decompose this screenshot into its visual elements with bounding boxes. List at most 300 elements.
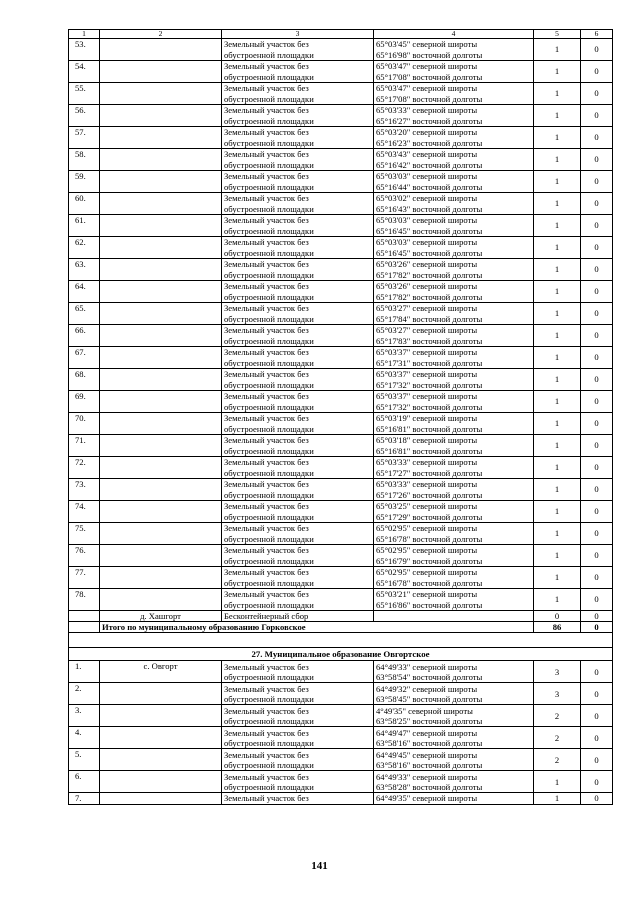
site-type-cell (222, 413, 374, 435)
table-row (69, 259, 613, 281)
settlement-cell (100, 149, 222, 171)
count-cell: 2 (534, 749, 581, 771)
coordinates-cell-line-2: 63°58'54" восточной долготы (376, 671, 483, 682)
site-type-cell-line-2: обустроенной площадки (224, 357, 314, 368)
site-type-cell-line-1: Земельный участок без (224, 727, 309, 738)
section-title: 27. Муниципальное образование Овгортское (69, 648, 613, 661)
site-type-cell-line-1: Земельный участок без (224, 435, 309, 446)
count-cell: 0 (581, 369, 613, 391)
table-row (69, 193, 613, 215)
settlement-cell (100, 727, 222, 749)
coordinates-cell (374, 413, 534, 435)
settlement-cell (100, 545, 222, 567)
coordinates-cell-line-1: 65°03'26" северной широты (376, 259, 478, 270)
count-cell: 0 (581, 523, 613, 545)
coordinates-cell-line-2: 65°16'44" восточной долготы (376, 181, 483, 192)
coordinates-cell-line-2: 65°17'08" восточной долготы (376, 71, 483, 82)
site-type-cell-line-1: Земельный участок без (224, 523, 309, 534)
coordinates-cell (374, 149, 534, 171)
coordinates-cell-line-1: 65°03'37" северной широты (376, 347, 478, 358)
settlement-cell: с. Овгорт (100, 661, 222, 683)
row-number: 65. (69, 303, 100, 325)
coordinates-cell-line-2: 65°17'29" восточной долготы (376, 511, 483, 522)
coordinates-cell-line-1: 65°03'43" северной широты (376, 149, 478, 160)
coordinates-cell-line-2: 65°17'32" восточной долготы (376, 401, 483, 412)
site-type-cell (222, 171, 374, 193)
row-number: 72. (69, 457, 100, 479)
table-row (69, 39, 613, 61)
settlement-cell (100, 567, 222, 589)
site-type-cell (222, 479, 374, 501)
table-row (69, 149, 613, 171)
coordinates-cell-line-1: 64°49'47" северной широты (376, 727, 478, 738)
count-cell: 0 (581, 567, 613, 589)
site-type-cell-line-1: Земельный участок без (224, 83, 309, 94)
count-cell: 1 (534, 215, 581, 237)
count-cell: 0 (581, 413, 613, 435)
row-number: 57. (69, 127, 100, 149)
count-cell: 1 (534, 325, 581, 347)
count-cell: 1 (534, 523, 581, 545)
site-type-cell (222, 39, 374, 61)
site-type-cell (222, 237, 374, 259)
count-cell: 1 (534, 479, 581, 501)
count-cell: 0 (581, 589, 613, 611)
site-type-cell-line-1: Земельный участок без (224, 661, 309, 672)
site-type-cell-line-2: обустроенной площадки (224, 203, 314, 214)
table-row (69, 325, 613, 347)
coordinates-cell-line-1: 64°49'45" северной широты (376, 749, 478, 760)
row-number: 7. (69, 793, 100, 804)
row-number: 66. (69, 325, 100, 347)
count-cell: 1 (534, 771, 581, 793)
table-row (69, 523, 613, 545)
coordinates-cell-line-1: 65°03'27" северной широты (376, 325, 478, 336)
table-row (69, 479, 613, 501)
table-row (69, 435, 613, 457)
site-type-cell-line-1: Земельный участок без (224, 325, 309, 336)
row-number: 64. (69, 281, 100, 303)
site-type-cell (222, 589, 374, 611)
site-type-cell-line-2: обустроенной площадки (224, 715, 314, 726)
site-type-cell-line-2: обустроенной площадки (224, 269, 314, 280)
count-cell: 1 (534, 391, 581, 413)
column-header: 1 (69, 30, 100, 39)
coordinates-cell (374, 61, 534, 83)
count-cell: 0 (581, 771, 613, 793)
count-cell: 1 (534, 61, 581, 83)
site-type-cell-line-1: Земельный участок без (224, 479, 309, 490)
count-cell: 1 (534, 171, 581, 193)
count-cell: 1 (534, 281, 581, 303)
coordinates-cell-line-1: 65°03'33" северной широты (376, 479, 478, 490)
coordinates-cell (374, 105, 534, 127)
coordinates-cell-line-2: 65°17'32" восточной долготы (376, 379, 483, 390)
coordinates-cell-line-1: 65°03'18" северной широты (376, 435, 478, 446)
count-cell: 0 (581, 391, 613, 413)
site-type-cell-line-2: обустроенной площадки (224, 313, 314, 324)
count-cell: 0 (581, 727, 613, 749)
site-type-cell-line-1: Земельный участок без (224, 501, 309, 512)
site-type-cell-line-1: Земельный участок без (224, 303, 309, 314)
site-type-cell-line-2: обустроенной площадки (224, 247, 314, 258)
count-cell: 1 (534, 435, 581, 457)
count-cell: 0 (534, 611, 581, 622)
count-cell: 1 (534, 457, 581, 479)
site-type-cell (222, 215, 374, 237)
site-type-cell (222, 501, 374, 523)
site-type-cell-line-1: Земельный участок без (224, 705, 309, 716)
site-type-cell-line-2: обустроенной площадки (224, 401, 314, 412)
count-cell: 0 (581, 149, 613, 171)
row-number: 56. (69, 105, 100, 127)
settlement-cell (100, 501, 222, 523)
coordinates-cell-line-2: 65°17'08" восточной долготы (376, 93, 483, 104)
site-type-cell-line-1: Земельный участок без (224, 171, 309, 182)
count-cell: 1 (534, 237, 581, 259)
total-count: 0 (581, 622, 613, 633)
coordinates-cell-line-2: 65°16'81" восточной долготы (376, 445, 483, 456)
site-type-cell-line-1: Земельный участок без (224, 127, 309, 138)
coordinates-cell-line-1: 65°03'26" северной широты (376, 281, 478, 292)
count-cell: 0 (581, 347, 613, 369)
count-cell: 2 (534, 705, 581, 727)
row-number: 2. (69, 683, 100, 705)
settlement-cell (100, 83, 222, 105)
row-number: 68. (69, 369, 100, 391)
row-number: 71. (69, 435, 100, 457)
coordinates-cell-line-1: 65°03'25" северной широты (376, 501, 478, 512)
table-row (69, 347, 613, 369)
site-type-cell (222, 193, 374, 215)
row-number (69, 611, 100, 622)
coordinates-cell (374, 215, 534, 237)
count-cell: 1 (534, 567, 581, 589)
settlement-cell (100, 39, 222, 61)
settlement-cell (100, 193, 222, 215)
site-type-cell (222, 545, 374, 567)
row-number: 1. (69, 661, 100, 683)
count-cell: 0 (581, 479, 613, 501)
coordinates-cell-line-2: 63°58'28" восточной долготы (376, 781, 483, 792)
count-cell: 0 (581, 303, 613, 325)
site-type-cell-line-2: обустроенной площадки (224, 445, 314, 456)
site-type-cell (222, 303, 374, 325)
coordinates-cell-line-2: 63°58'16" восточной долготы (376, 737, 483, 748)
count-cell: 1 (534, 545, 581, 567)
site-type-cell-line-2: обустроенной площадки (224, 533, 314, 544)
coordinates-cell-line-1: 65°03'47" северной широты (376, 83, 478, 94)
site-type-cell-line-2: обустроенной площадки (224, 115, 314, 126)
column-header: 4 (374, 30, 534, 39)
settlement-cell (100, 171, 222, 193)
row-number: 4. (69, 727, 100, 749)
count-cell: 1 (534, 105, 581, 127)
row-number: 67. (69, 347, 100, 369)
site-type-cell (222, 347, 374, 369)
settlement-cell (100, 127, 222, 149)
coordinates-cell (374, 83, 534, 105)
table-row (69, 567, 613, 589)
coordinates-cell (374, 589, 534, 611)
row-number: 54. (69, 61, 100, 83)
site-type-cell: Бесконтейнерный сбор (222, 611, 374, 622)
settlement-cell (100, 683, 222, 705)
site-type-cell-line-1: Земельный участок без (224, 215, 309, 226)
count-cell: 0 (581, 39, 613, 61)
table-row (69, 61, 613, 83)
settlement-cell (100, 105, 222, 127)
count-cell: 1 (534, 413, 581, 435)
site-type-cell-line-2: обустроенной площадки (224, 467, 314, 478)
count-cell: 0 (581, 793, 613, 804)
count-cell: 0 (581, 259, 613, 281)
coordinates-cell-line-2: 65°17'83" восточной долготы (376, 335, 483, 346)
coordinates-cell-line-2: 65°16'86" восточной долготы (376, 599, 483, 610)
settlement-cell (100, 215, 222, 237)
coordinates-cell (374, 39, 534, 61)
coordinates-cell-line-2: 65°16'45" восточной долготы (376, 225, 483, 236)
coordinates-cell (374, 567, 534, 589)
coordinates-cell-line-1: 65°03'37" северной широты (376, 391, 478, 402)
coordinates-cell-line-1: 65°03'21" северной широты (376, 589, 478, 600)
table-row (69, 611, 613, 622)
table-row (69, 215, 613, 237)
settlement-cell (100, 391, 222, 413)
row-number: 69. (69, 391, 100, 413)
site-type-cell-line-2: обустроенной площадки (224, 49, 314, 60)
row-number: 55. (69, 83, 100, 105)
site-type-cell-line-2: обустроенной площадки (224, 737, 314, 748)
table-row (69, 281, 613, 303)
coordinates-cell-line-2: 65°16'81" восточной долготы (376, 423, 483, 434)
coordinates-cell-line-1: 65°03'19" северной широты (376, 413, 478, 424)
coordinates-cell-line-1: 65°03'37" северной широты (376, 369, 478, 380)
site-type-cell-line-1: Земельный участок без (224, 237, 309, 248)
site-type-cell (222, 127, 374, 149)
site-type-cell-line-2: обустроенной площадки (224, 577, 314, 588)
settlement-cell (100, 705, 222, 727)
row-number (69, 622, 100, 633)
table-row (69, 83, 613, 105)
coordinates-cell-line-1: 65°03'47" северной широты (376, 61, 478, 72)
site-type-cell (222, 435, 374, 457)
settlement-cell (100, 281, 222, 303)
site-type-cell (222, 727, 374, 749)
coordinates-cell (374, 193, 534, 215)
coordinates-cell-line-2: 65°17'84" восточной долготы (376, 313, 483, 324)
count-cell: 0 (581, 435, 613, 457)
coordinates-cell-line-1: 65°02'95" северной широты (376, 567, 478, 578)
row-number: 3. (69, 705, 100, 727)
count-cell: 0 (581, 545, 613, 567)
count-cell: 1 (534, 193, 581, 215)
site-type-cell (222, 749, 374, 771)
count-cell: 3 (534, 683, 581, 705)
site-type-cell-line-1: Земельный участок без (224, 281, 309, 292)
settlement-cell (100, 793, 222, 804)
coordinates-cell-line-1: 65°03'02" северной широты (376, 193, 478, 204)
site-type-cell (222, 369, 374, 391)
site-type-cell-line-2: обустроенной площадки (224, 489, 314, 500)
site-type-cell (222, 83, 374, 105)
site-type-cell-line-1: Земельный участок без (224, 683, 309, 694)
coordinates-cell-line-2: 65°16'78" восточной долготы (376, 577, 483, 588)
site-type-cell-line-2: обустроенной площадки (224, 599, 314, 610)
site-type-cell-line-2: обустроенной площадки (224, 225, 314, 236)
coordinates-cell (374, 749, 534, 771)
count-cell: 1 (534, 303, 581, 325)
coordinates-cell-line-1: 65°02'95" северной широты (376, 545, 478, 556)
count-cell: 1 (534, 149, 581, 171)
settlement-cell (100, 369, 222, 391)
count-cell: 1 (534, 793, 581, 804)
site-type-cell-line-2: обустроенной площадки (224, 379, 314, 390)
count-cell: 0 (581, 281, 613, 303)
settlement-cell (100, 771, 222, 793)
total-count: 86 (534, 622, 581, 633)
site-type-cell-line-2: обустроенной площадки (224, 781, 314, 792)
site-type-cell-line-1: Земельный участок без (224, 567, 309, 578)
site-type-cell: Земельный участок без (222, 793, 374, 804)
coordinates-cell-line-2: 65°16'23" восточной долготы (376, 137, 483, 148)
coordinates-cell (374, 727, 534, 749)
count-cell: 0 (581, 705, 613, 727)
settlement-cell (100, 237, 222, 259)
site-type-cell-line-1: Земельный участок без (224, 39, 309, 50)
count-cell: 0 (581, 105, 613, 127)
count-cell: 0 (581, 237, 613, 259)
site-type-cell (222, 567, 374, 589)
settlement-cell (100, 435, 222, 457)
coordinates-cell (374, 369, 534, 391)
row-number: 63. (69, 259, 100, 281)
settlement-cell (100, 325, 222, 347)
coordinates-cell-line-2: 65°16'45" восточной долготы (376, 247, 483, 258)
count-cell: 0 (581, 501, 613, 523)
column-header: 6 (581, 30, 613, 39)
coordinates-cell (374, 479, 534, 501)
settlement-cell (100, 347, 222, 369)
count-cell: 3 (534, 661, 581, 683)
site-type-cell (222, 259, 374, 281)
coordinates-cell (374, 457, 534, 479)
coordinates-cell (374, 171, 534, 193)
site-type-cell (222, 391, 374, 413)
site-type-cell (222, 661, 374, 683)
coordinates-cell-line-1: 65°03'03" северной широты (376, 215, 478, 226)
section-heading-row (69, 648, 613, 661)
site-type-cell-line-1: Земельный участок без (224, 105, 309, 116)
site-type-cell-line-1: Земельный участок без (224, 589, 309, 600)
site-type-cell (222, 61, 374, 83)
coordinates-cell-line-1: 64°49'33" северной широты (376, 661, 478, 672)
table-row (69, 545, 613, 567)
site-type-cell-line-1: Земельный участок без (224, 391, 309, 402)
site-type-cell-line-2: обустроенной площадки (224, 291, 314, 302)
count-cell: 0 (581, 683, 613, 705)
coordinates-cell-line-1: 65°03'33" северной широты (376, 457, 478, 468)
coordinates-cell (374, 127, 534, 149)
settlement-cell (100, 303, 222, 325)
site-type-cell-line-1: Земельный участок без (224, 149, 309, 160)
coordinates-cell (374, 347, 534, 369)
row-number: 6. (69, 771, 100, 793)
site-type-cell (222, 523, 374, 545)
coordinates-cell-line-2: 63°58'25" восточной долготы (376, 715, 483, 726)
table-row (69, 105, 613, 127)
settlement-cell (100, 479, 222, 501)
site-type-cell (222, 457, 374, 479)
coordinates-cell-line-2: 65°17'82" восточной долготы (376, 269, 483, 280)
row-number: 60. (69, 193, 100, 215)
row-number: 5. (69, 749, 100, 771)
row-number: 53. (69, 39, 100, 61)
site-type-cell (222, 149, 374, 171)
row-number: 73. (69, 479, 100, 501)
table-row (69, 413, 613, 435)
waste-sites-table (68, 29, 613, 805)
table-row (69, 501, 613, 523)
coordinates-cell-line-2: 65°17'82" восточной долготы (376, 291, 483, 302)
site-type-cell-line-2: обустроенной площадки (224, 671, 314, 682)
site-type-cell (222, 683, 374, 705)
coordinates-cell-line-2: 65°17'27" восточной долготы (376, 467, 483, 478)
count-cell: 0 (581, 193, 613, 215)
table-row (69, 391, 613, 413)
coordinates-cell-line-1: 65°02'95" северной широты (376, 523, 478, 534)
site-type-cell-line-2: обустроенной площадки (224, 71, 314, 82)
row-number: 59. (69, 171, 100, 193)
coordinates-cell-line-2: 65°16'78" восточной долготы (376, 533, 483, 544)
column-header: 2 (100, 30, 222, 39)
coordinates-cell-line-2: 65°16'27" восточной долготы (376, 115, 483, 126)
row-number: 61. (69, 215, 100, 237)
site-type-cell-line-2: обустроенной площадки (224, 93, 314, 104)
coordinates-cell (374, 237, 534, 259)
site-type-cell-line-1: Земельный участок без (224, 193, 309, 204)
coordinates-cell-line-1: 65°03'27" северной широты (376, 303, 478, 314)
coordinates-cell-line-2: 63°58'45" восточной долготы (376, 693, 483, 704)
table-row (69, 457, 613, 479)
coordinates-cell (374, 705, 534, 727)
page-number: 141 (311, 860, 328, 872)
spacer-row (69, 633, 613, 648)
table-row (69, 683, 613, 705)
site-type-cell-line-1: Земельный участок без (224, 545, 309, 556)
settlement-cell (100, 523, 222, 545)
count-cell: 1 (534, 369, 581, 391)
site-type-cell-line-1: Земельный участок без (224, 347, 309, 358)
count-cell: 1 (534, 127, 581, 149)
count-cell: 1 (534, 347, 581, 369)
coordinates-cell-line-2: 65°16'98" восточной долготы (376, 49, 483, 60)
total-row (69, 622, 613, 633)
count-cell: 1 (534, 501, 581, 523)
site-type-cell (222, 325, 374, 347)
site-type-cell-line-1: Земельный участок без (224, 369, 309, 380)
row-number: 74. (69, 501, 100, 523)
site-type-cell-line-1: Земельный участок без (224, 771, 309, 782)
site-type-cell-line-1: Земельный участок без (224, 749, 309, 760)
row-number: 77. (69, 567, 100, 589)
coordinates-cell-line-2: 65°17'31" восточной долготы (376, 357, 483, 368)
count-cell: 0 (581, 661, 613, 683)
coordinates-cell: 64°49'35" северной широты (374, 793, 534, 804)
coordinates-cell (374, 281, 534, 303)
coordinates-cell (374, 325, 534, 347)
site-type-cell-line-2: обустроенной площадки (224, 555, 314, 566)
